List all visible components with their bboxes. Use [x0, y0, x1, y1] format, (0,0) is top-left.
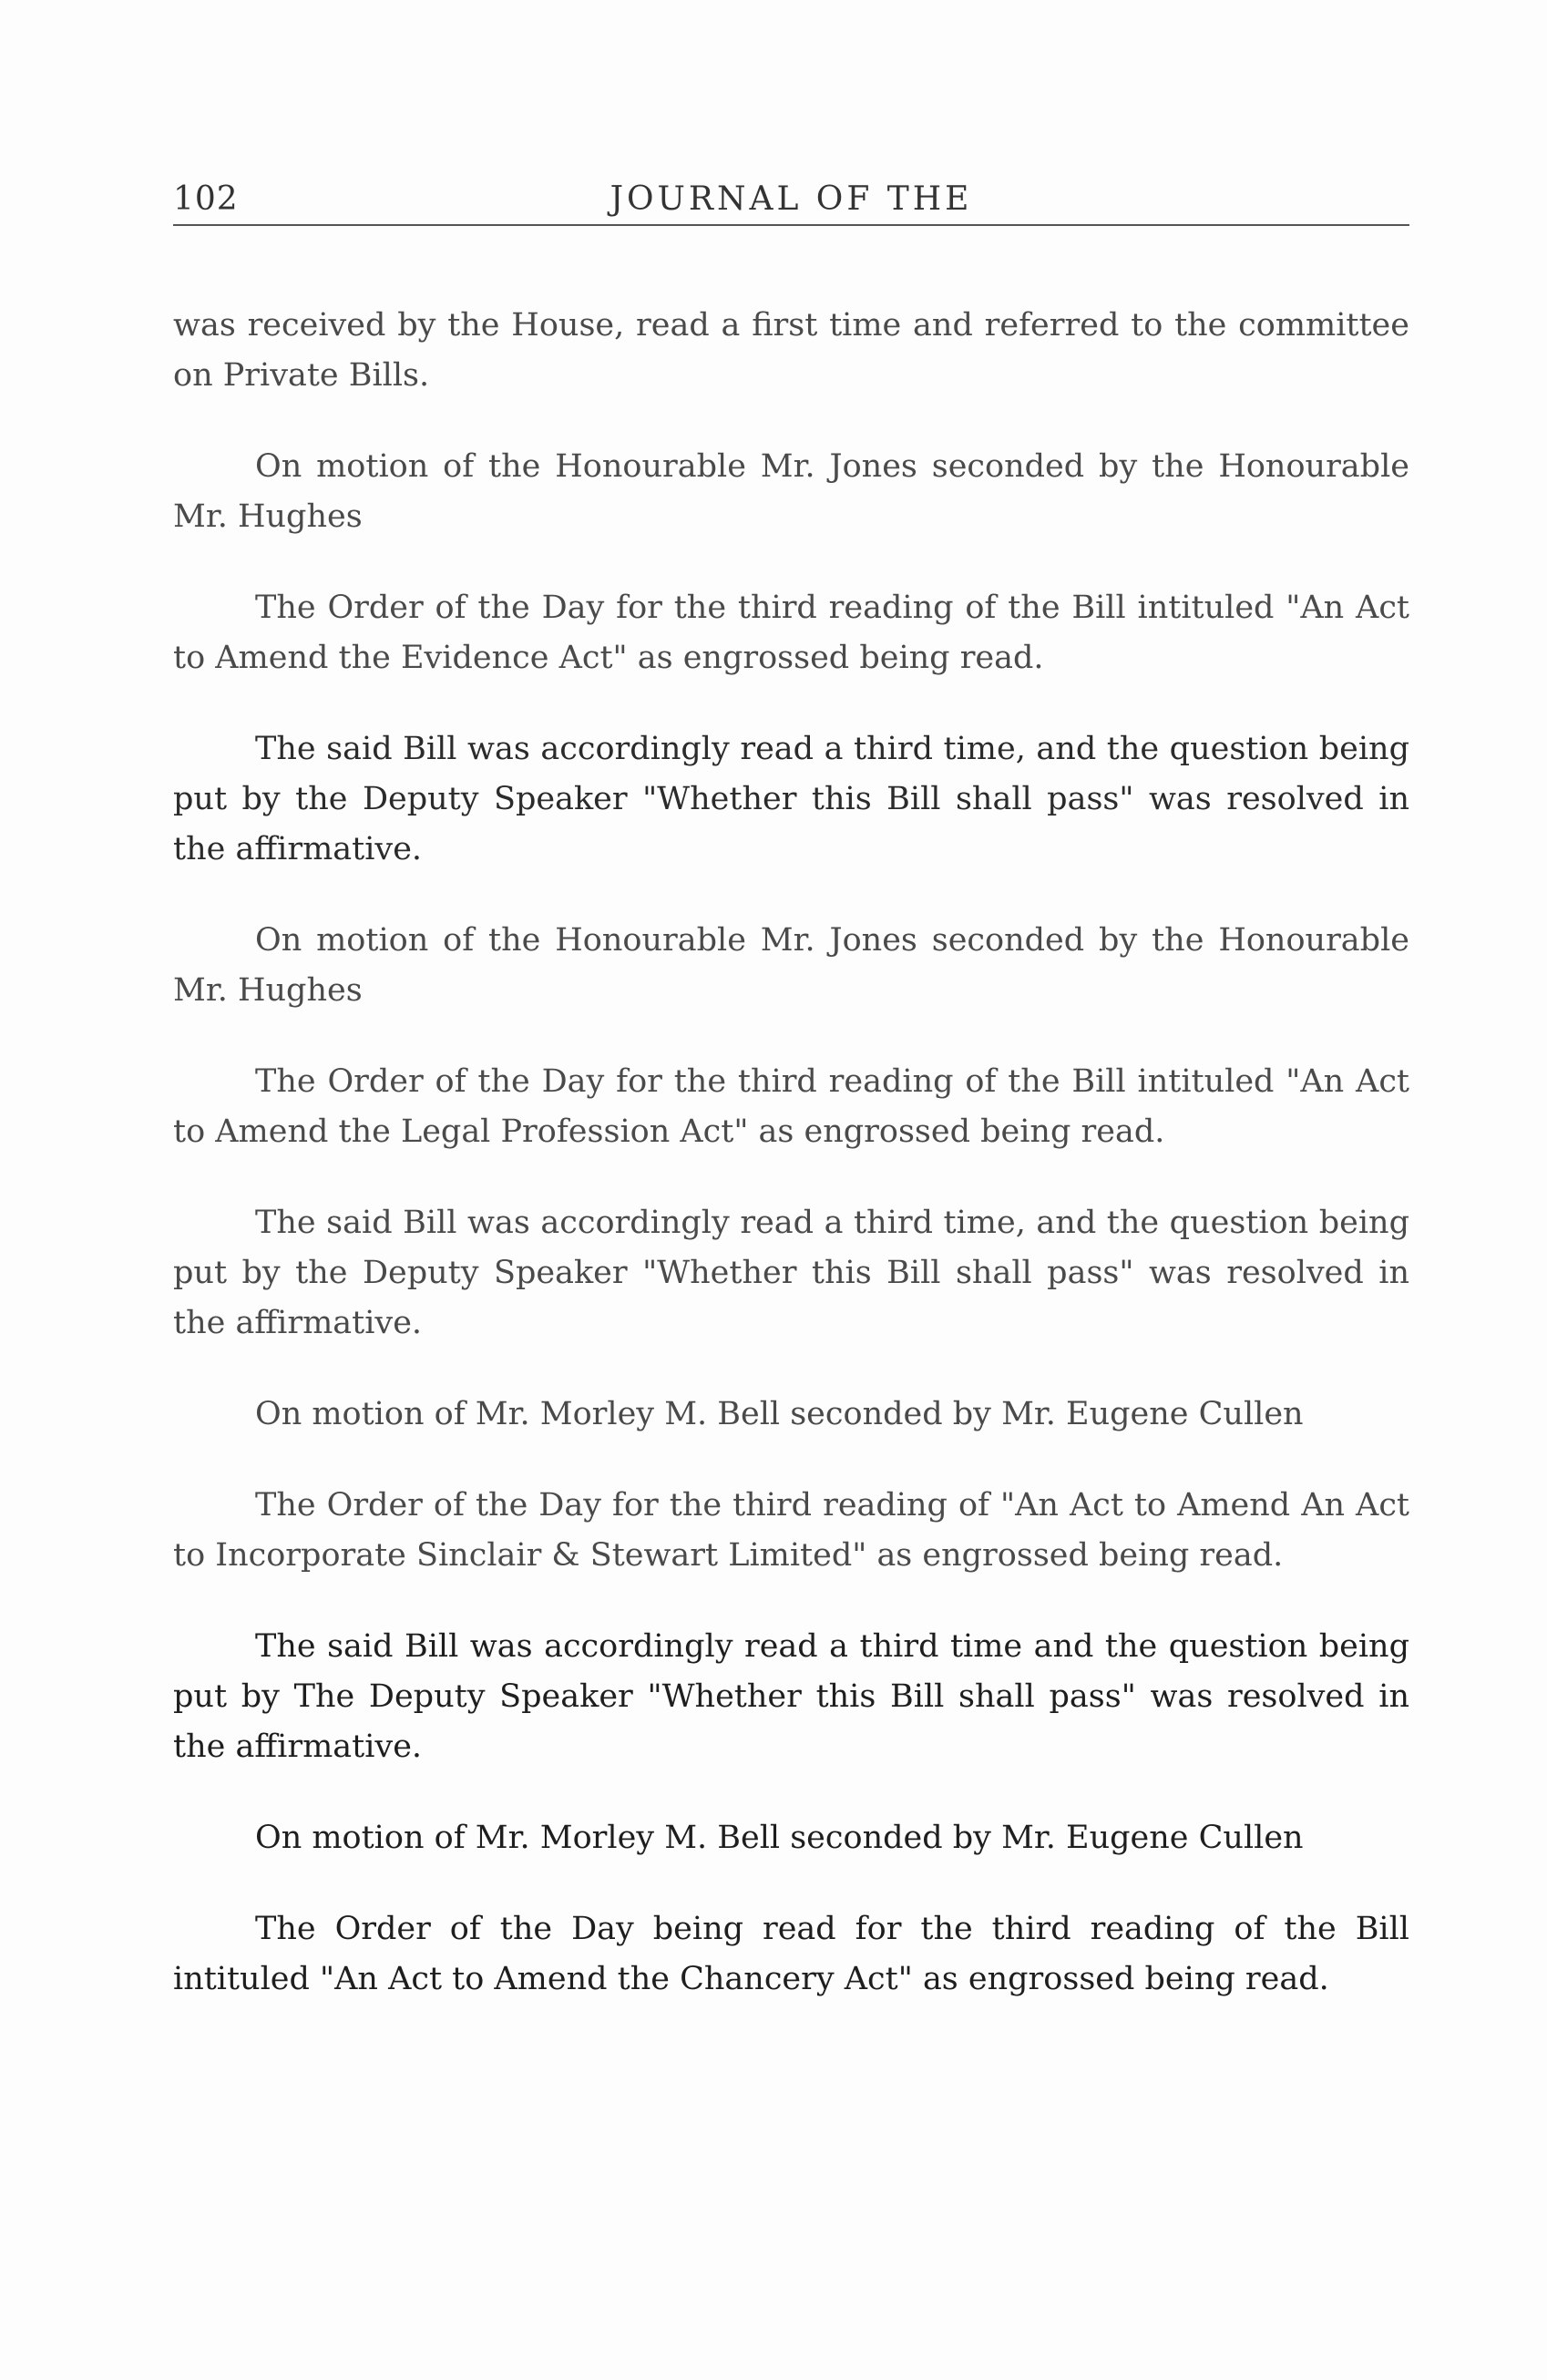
- paragraph-order-of-day: The Order of the Day for the third reading of the Bill intituled "An Act to Amend the Legal Profession Act" as engrossed being read.: [173, 1063, 1409, 1150]
- running-head: [173, 173, 1409, 226]
- paragraph-motion: On motion of the Honourable Mr. Jones seconded by the Honourable Mr. Hughes: [173, 448, 1409, 535]
- paragraph-continuation: was received by the House, read a first time and referred to the committee on Private Bills.: [173, 307, 1409, 394]
- paragraph-order-of-day: The Order of the Day for the third reading of "An Act to Amend An Act to Incorporate Sinclair & Stewart Limited" as engrossed being read.: [173, 1487, 1409, 1574]
- paragraph-order-of-day: The Order of the Day being read for the third reading of the Bill intituled "An Act to Amend the Chancery Act" as engrossed being read.: [173, 1911, 1409, 1997]
- journal-title: JOURNAL OF THE: [610, 180, 973, 218]
- paragraph-motion: On motion of Mr. Morley M. Bell seconded by Mr. Eugene Cullen: [255, 1396, 1304, 1432]
- body-text: [173, 301, 1409, 2046]
- paragraph-bill-passed: The said Bill was accordingly read a third time, and the question being put by the Deputy Speaker "Whether this Bill shall pass" was resolved in the affirmative.: [173, 731, 1409, 867]
- page-number: 102: [173, 180, 239, 218]
- paragraph-motion: On motion of Mr. Morley M. Bell seconded by Mr. Eugene Cullen: [255, 1820, 1304, 1856]
- paragraph-order-of-day: The Order of the Day for the third reading of the Bill intituled "An Act to Amend the Evidence Act" as engrossed being read.: [173, 590, 1409, 676]
- paragraph-bill-passed: The said Bill was accordingly read a third time, and the question being put by the Deputy Speaker "Whether this Bill shall pass" was resolved in the affirmative.: [173, 1205, 1409, 1341]
- paragraph-motion: On motion of the Honourable Mr. Jones seconded by the Honourable Mr. Hughes: [173, 922, 1409, 1009]
- paragraph-bill-passed: The said Bill was accordingly read a third time and the question being put by The Deputy Speaker "Whether this Bill shall pass" was resolved in the affirmative.: [173, 1628, 1409, 1765]
